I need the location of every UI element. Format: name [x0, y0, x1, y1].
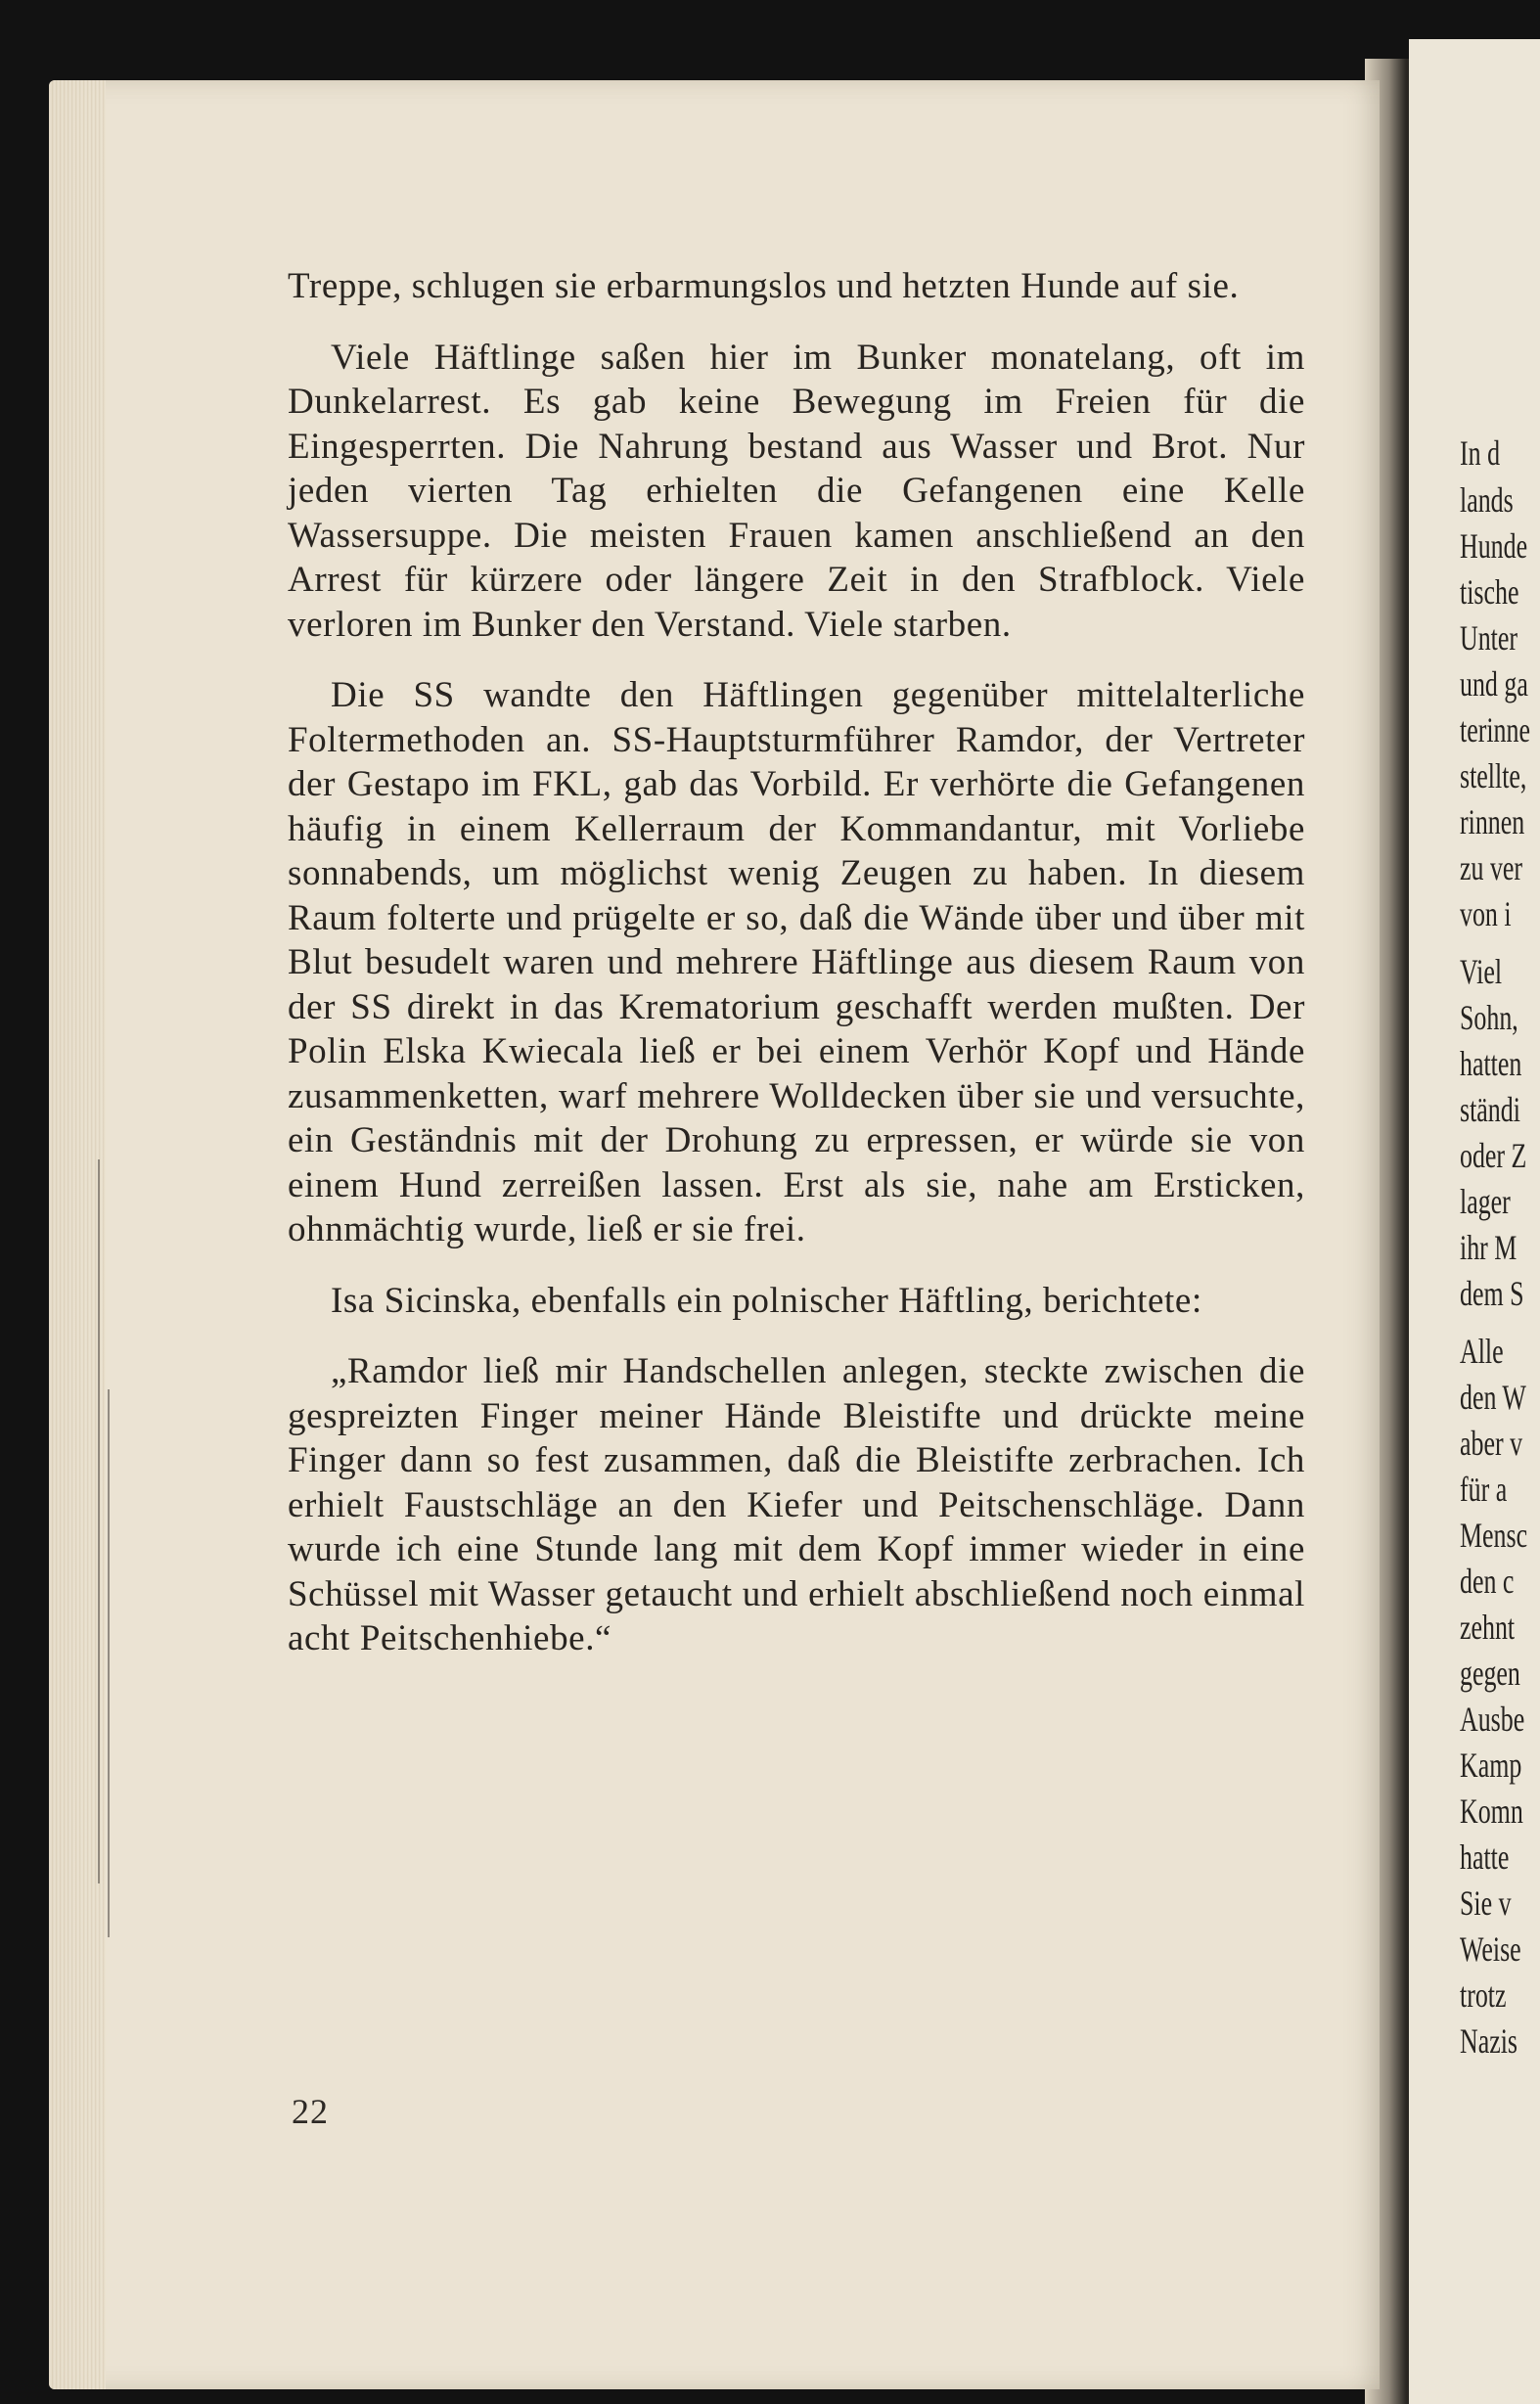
right-fragment: aber v [1460, 1424, 1523, 1463]
paragraph: Isa Sicinska, ebenfalls ein polnischer Häftling, berichtete: [331, 1280, 1202, 1321]
right-fragment: zu ver [1460, 848, 1523, 887]
right-fragment: Alle [1460, 1332, 1504, 1371]
right-fragment: für a [1460, 1470, 1508, 1509]
right-fragment: Komn [1460, 1792, 1523, 1831]
right-fragment: dem S [1460, 1274, 1524, 1313]
right-fragment: terinne [1460, 710, 1530, 749]
right-fragment: ihr M [1460, 1228, 1517, 1267]
paragraph: Viele Häftlinge saßen hier im Bunker monatelang, oft im Dunkelarrest. Es gab keine Bewegung im Freien für die Eingesperrten. Die Nahrung bestand aus Wasser und Brot. Nur jeden vierten Tag erhielten die Gefangenen eine Kelle Wassersuppe. Die meisten Frauen kamen anschließend an den Arrest für kürzere oder längere Zeit in den Strafblock. Viele verloren im Bunker den Verstand. Viele starben. [288, 337, 1305, 645]
right-fragment: den c [1460, 1562, 1515, 1601]
paragraph: Die SS wandte den Häftlingen gegenüber mittelalterliche Foltermethoden an. SS-Hauptsturmführer Ramdor, der Vertreter der Gestapo im FKL, gab das Vorbild. Er verhörte die Gefangenen häufig in einem Kellerraum der Kommandantur, mit Vorliebe sonnabends, um möglichst wenig Zeugen zu haben. In diesem Raum folterte und prügelte er so, daß die Wände über und über mit Blut besudelt waren und mehrere Häftlinge aus diesem Raum von der SS direkt in das Krematorium geschafft werden mußten. Der Polin Elska Kwiecala ließ er bei einem Verhör Kopf und Hände zusammenketten, warf mehrere Wolldecken über sie und versuchte, ein Geständnis mit der Drohung zu erpressen, er würde sie von einem Hund zerreißen lassen. Erst als sie, nahe am Ersticken, ohnmächtig wurde, ließ er sie frei. [288, 675, 1305, 1249]
right-fragment: Nazis [1460, 2021, 1518, 2061]
right-fragment: Hunde [1460, 526, 1528, 566]
page-crease-line [98, 1159, 100, 1883]
body-text [288, 264, 1305, 1661]
right-fragment: tische [1460, 572, 1519, 612]
page-crease-line [108, 1389, 110, 1937]
right-fragment: zehnt [1460, 1608, 1516, 1647]
right-fragment: Kamp [1460, 1746, 1522, 1785]
right-fragment: von i [1460, 894, 1512, 933]
right-fragment: hatten [1460, 1044, 1522, 1083]
right-fragment: trotz [1460, 1975, 1507, 2015]
right-fragment: gegen [1460, 1654, 1520, 1693]
right-fragment: Viel [1460, 952, 1503, 991]
right-fragment: Unter [1460, 618, 1518, 658]
right-fragment: Ausbe [1460, 1700, 1525, 1739]
right-fragment: rinnen [1460, 802, 1525, 841]
right-page [1409, 39, 1540, 2404]
right-fragment: Weise [1460, 1929, 1521, 1969]
right-fragment: oder Z [1460, 1136, 1527, 1175]
right-fragment: und ga [1460, 664, 1528, 703]
right-fragment: den W [1460, 1378, 1526, 1417]
page-number: 22 [292, 2092, 329, 2131]
right-fragment: Sie v [1460, 1883, 1512, 1923]
right-fragment: hatte [1460, 1837, 1510, 1877]
quoted-testimony: „Ramdor ließ mir Handschellen anlegen, steckte zwischen die gespreizten Finger meiner Hände Bleistifte und drückte meine Finger dann so fest zusammen, daß die Bleistifte zerbrachen. Ich erhielt Faustschläge an den Kiefer und Peitschenschläge. Dann wurde ich eine Stunde lang mit dem Kopf immer wieder in eine Schüssel mit Wasser getaucht und erhielt abschließend noch einmal acht Peitschenhiebe.“ [288, 1351, 1305, 1658]
right-fragment: Mensc [1460, 1516, 1528, 1555]
right-fragment: In d [1460, 433, 1501, 473]
right-fragment: stellte, [1460, 756, 1527, 795]
right-fragment: ständi [1460, 1090, 1520, 1129]
paragraph: Treppe, schlugen sie erbarmungslos und hetzten Hunde auf sie. [288, 266, 1240, 306]
right-fragment: Sohn, [1460, 998, 1518, 1037]
right-fragment: lands [1460, 480, 1514, 520]
right-fragment: lager [1460, 1182, 1511, 1221]
